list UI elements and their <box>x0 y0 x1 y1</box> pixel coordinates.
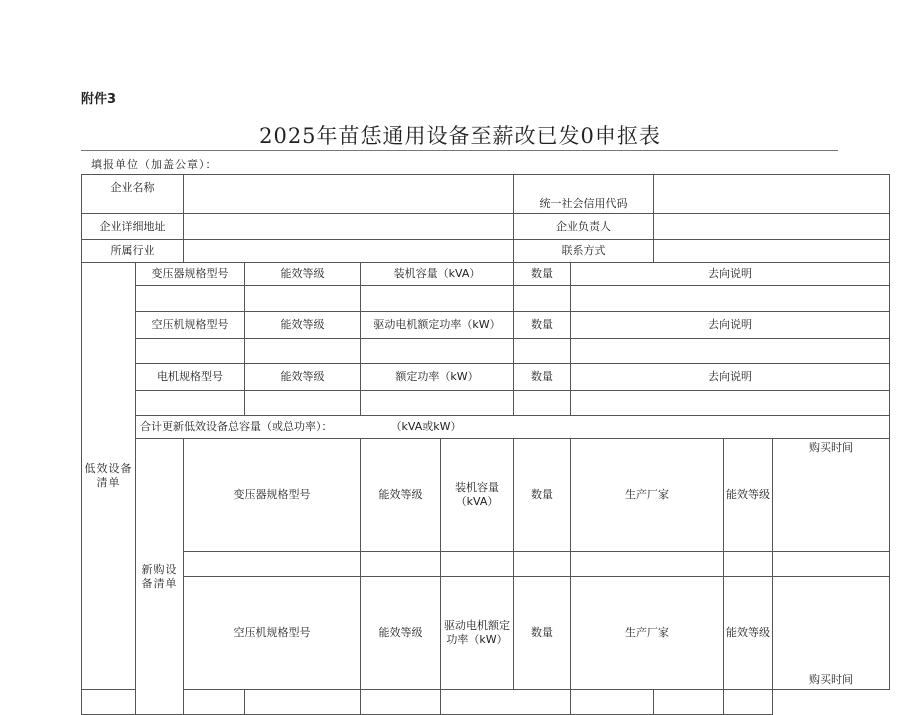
new-transformer-capacity-label: 装机容量（kVA） <box>441 439 514 552</box>
low-compressor-power-field[interactable] <box>361 339 514 364</box>
company-name-label: 企业名称 <box>82 175 184 214</box>
company-name-field[interactable] <box>184 175 514 214</box>
new-transformer-model-field[interactable] <box>184 552 361 577</box>
low-compressor-model-label: 空压机规格型号 <box>136 312 245 339</box>
form-title: 2025年苗恁通用设备至薪改已发0申抠表 <box>259 124 661 148</box>
low-transformer-grade-field[interactable] <box>245 286 361 312</box>
new-compressor-maker-field[interactable] <box>441 690 571 715</box>
low-motor-power-field[interactable] <box>361 391 514 416</box>
low-eff-total-label: 合计更新低效设备总容量（或总功率）： <box>140 420 333 433</box>
low-compressor-qty-label: 数量 <box>514 312 571 339</box>
low-motor-grade-label: 能效等级 <box>245 364 361 391</box>
new-transformer-grade2-label: 能效等级 <box>724 439 773 552</box>
company-person-label: 企业负责人 <box>514 214 654 240</box>
new-compressor-power-label: 驱动电机额定功率（kW） <box>441 577 514 690</box>
company-person-field[interactable] <box>654 214 890 240</box>
new-compressor-amount-field[interactable] <box>724 690 773 715</box>
low-motor-destination-field[interactable] <box>571 391 890 416</box>
low-transformer-grade-label: 能效等级 <box>245 263 361 286</box>
low-compressor-grade-field[interactable] <box>245 339 361 364</box>
new-compressor-qty-label: 数量 <box>514 577 571 690</box>
new-compressor-grade2-field[interactable] <box>571 690 654 715</box>
low-motor-destination-label: 去向说明 <box>571 364 890 391</box>
new-purchase-section-label: 新购设备清单 <box>136 439 184 715</box>
low-transformer-destination-field[interactable] <box>571 286 890 312</box>
low-compressor-power-label: 驱动电机额定功率（kW） <box>361 312 514 339</box>
low-motor-model-field[interactable] <box>136 391 245 416</box>
low-compressor-destination-label: 去向说明 <box>571 312 890 339</box>
low-compressor-destination-field[interactable] <box>571 339 890 364</box>
new-transformer-grade-field[interactable] <box>361 552 441 577</box>
new-transformer-grade-label: 能效等级 <box>361 439 441 552</box>
low-transformer-qty-label: 数量 <box>514 263 571 286</box>
low-motor-qty-field[interactable] <box>514 391 571 416</box>
low-transformer-destination-label: 去向说明 <box>571 263 890 286</box>
low-motor-qty-label: 数量 <box>514 364 571 391</box>
low-eff-section-label: 低效设备清单 <box>82 263 136 690</box>
industry-field[interactable] <box>184 240 514 263</box>
low-motor-grade-field[interactable] <box>245 391 361 416</box>
low-compressor-model-field[interactable] <box>136 339 245 364</box>
new-transformer-capacity-field[interactable] <box>441 552 514 577</box>
new-compressor-grade-label: 能效等级 <box>361 577 441 690</box>
attachment-number: 附件3 <box>81 92 117 107</box>
credit-code-field[interactable] <box>654 175 890 214</box>
new-compressor-grade2-label: 能效等级 <box>724 577 773 690</box>
low-compressor-grade-label: 能效等级 <box>245 312 361 339</box>
new-transformer-grade2-field[interactable] <box>724 552 773 577</box>
new-compressor-grade-field[interactable] <box>184 690 245 715</box>
new-compressor-maker-label: 生产厂家 <box>571 577 724 690</box>
low-compressor-qty-field[interactable] <box>514 339 571 364</box>
credit-code-label: 统一社会信用代码 <box>514 175 654 214</box>
new-transformer-model-label: 变压器规格型号 <box>184 439 361 552</box>
new-transformer-time-field[interactable] <box>773 552 890 577</box>
low-transformer-qty-field[interactable] <box>514 286 571 312</box>
new-compressor-power-field[interactable] <box>245 690 361 715</box>
new-compressor-time-field[interactable] <box>654 690 724 715</box>
low-transformer-capacity-field[interactable] <box>361 286 514 312</box>
new-compressor-time-label: 购买时间 <box>773 577 890 690</box>
new-transformer-maker-field[interactable] <box>571 552 724 577</box>
title-divider <box>81 150 838 151</box>
new-compressor-model-field[interactable] <box>82 690 184 715</box>
application-form-table <box>81 174 890 715</box>
new-transformer-time-label: 购买时间 <box>773 439 890 552</box>
company-address-field[interactable] <box>184 214 514 240</box>
new-compressor-qty-field[interactable] <box>361 690 441 715</box>
new-transformer-qty-label: 数量 <box>514 439 571 552</box>
new-transformer-maker-label: 生产厂家 <box>571 439 724 552</box>
low-transformer-capacity-label: 装机容量（kVA） <box>361 263 514 286</box>
low-transformer-model-label: 变压器规格型号 <box>136 263 245 286</box>
low-motor-model-label: 电机规格型号 <box>136 364 245 391</box>
company-address-label: 企业详细地址 <box>82 214 184 240</box>
low-eff-total-unit: （kVA或kW） <box>390 420 462 433</box>
fill-unit-label: 填报单位（加盖公章）： <box>91 158 218 171</box>
low-motor-power-label: 额定功率（kW） <box>361 364 514 391</box>
new-compressor-model-label: 空压机规格型号 <box>184 577 361 690</box>
new-transformer-qty-field[interactable] <box>514 552 571 577</box>
contact-label: 联系方式 <box>514 240 654 263</box>
industry-label: 所属行业 <box>82 240 184 263</box>
low-eff-total-row[interactable] <box>136 416 890 439</box>
low-transformer-model-field[interactable] <box>136 286 245 312</box>
contact-field[interactable] <box>654 240 890 263</box>
